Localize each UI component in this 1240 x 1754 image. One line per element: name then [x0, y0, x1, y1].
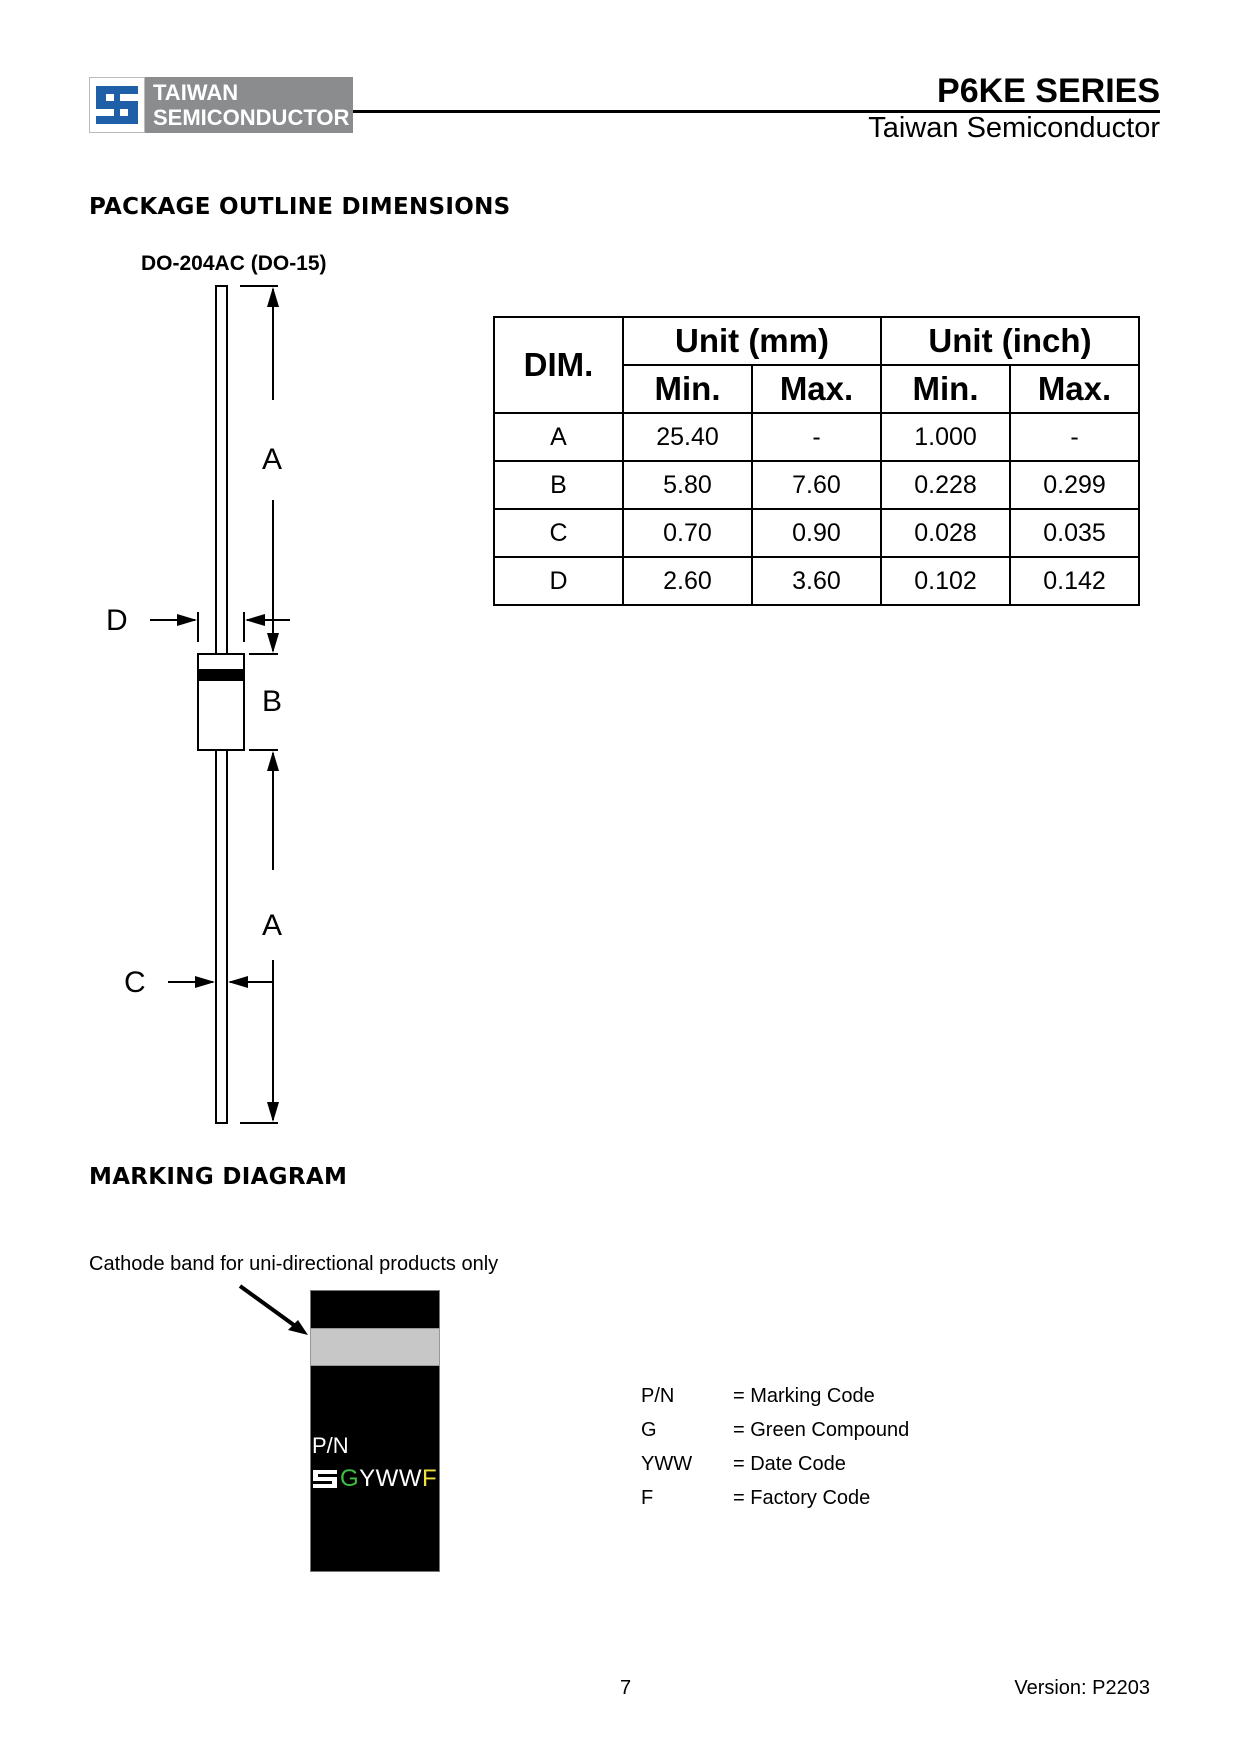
diode-body: [198, 654, 244, 750]
cell-mm-min: 25.40: [623, 413, 752, 461]
marking-section-title: MARKING DIAGRAM: [89, 1164, 348, 1190]
col-header-unit-mm: Unit (mm): [623, 317, 881, 365]
legend-row: [641, 1487, 909, 1521]
marking-legend: [641, 1385, 909, 1521]
col-header-unit-inch: Unit (inch): [881, 317, 1139, 365]
logo-wordmark: [145, 77, 353, 133]
legend-value: = Date Code: [733, 1453, 846, 1475]
logo-line-1: TAIWAN: [153, 80, 239, 105]
cell-in-min: 0.228: [881, 461, 1010, 509]
dim-label-a-bottom: A: [262, 909, 283, 942]
dim-label-c: C: [124, 966, 146, 999]
cell-in-max: 0.035: [1010, 509, 1139, 557]
series-title: P6KE SERIES: [937, 72, 1160, 110]
legend-row: [641, 1453, 909, 1487]
col-header-mm-max: Max.: [752, 365, 881, 413]
cell-mm-max: 0.90: [752, 509, 881, 557]
legend-value: = Marking Code: [733, 1385, 875, 1407]
version-label: Version: P2203: [1014, 1677, 1150, 1699]
company-logo: [89, 77, 353, 133]
ts-logo-icon: [312, 1468, 340, 1490]
legend-value: = Factory Code: [733, 1487, 871, 1509]
ts-logo-icon: [89, 77, 145, 133]
page-number: 7: [620, 1677, 632, 1699]
logo-line-2: SEMICONDUCTOR: [153, 105, 350, 130]
dim-label-a-top: A: [262, 443, 283, 476]
marking-code-f: F: [421, 1465, 438, 1492]
col-header-inch-min: Min.: [881, 365, 1010, 413]
table-row: [494, 509, 1139, 557]
legend-key: G: [641, 1419, 657, 1441]
company-name: Taiwan Semiconductor: [868, 112, 1160, 144]
cell-in-min: 1.000: [881, 413, 1010, 461]
top-lead: [216, 286, 227, 654]
legend-value: = Green Compound: [733, 1419, 910, 1441]
legend-row: [641, 1385, 909, 1419]
marking-code-yww: YWW: [359, 1465, 422, 1492]
table-row: [494, 461, 1139, 509]
cathode-arrow-icon: [236, 1282, 316, 1342]
cell-dim: B: [494, 461, 623, 509]
cell-in-max: 0.142: [1010, 557, 1139, 605]
marking-pn-text: P/N: [312, 1433, 349, 1458]
cathode-note: Cathode band for uni-directional products only: [89, 1253, 499, 1275]
marking-code-g: G: [340, 1465, 360, 1492]
col-header-inch-max: Max.: [1010, 365, 1139, 413]
package-name: DO-204AC (DO-15): [141, 252, 327, 275]
cell-mm-min: 5.80: [623, 461, 752, 509]
legend-key: YWW: [641, 1453, 693, 1475]
table-row: [494, 557, 1139, 605]
package-outline-drawing: [100, 280, 340, 1130]
dim-label-d: D: [106, 604, 128, 637]
cathode-band: [198, 669, 244, 681]
package-section-title: PACKAGE OUTLINE DIMENSIONS: [89, 194, 511, 220]
cell-mm-max: 3.60: [752, 557, 881, 605]
legend-row: [641, 1419, 909, 1453]
bottom-lead: [216, 750, 227, 1123]
legend-key: F: [641, 1487, 654, 1509]
cell-mm-min: 0.70: [623, 509, 752, 557]
cell-dim: D: [494, 557, 623, 605]
col-header-dim: DIM.: [494, 317, 623, 413]
cell-in-min: 0.102: [881, 557, 1010, 605]
dimensions-table: [493, 316, 1140, 606]
cell-dim: A: [494, 413, 623, 461]
dim-label-b: B: [262, 685, 283, 718]
cell-mm-max: 7.60: [752, 461, 881, 509]
legend-key: P/N: [641, 1385, 675, 1407]
table-header-row: [494, 317, 1139, 365]
col-header-mm-min: Min.: [623, 365, 752, 413]
marking-cathode-band: [310, 1328, 440, 1366]
marking-code-line: [312, 1465, 437, 1493]
cell-in-max: 0.299: [1010, 461, 1139, 509]
cell-mm-min: 2.60: [623, 557, 752, 605]
table-row: [494, 413, 1139, 461]
cell-mm-max: -: [752, 413, 881, 461]
cell-dim: C: [494, 509, 623, 557]
cell-in-max: -: [1010, 413, 1139, 461]
cell-in-min: 0.028: [881, 509, 1010, 557]
